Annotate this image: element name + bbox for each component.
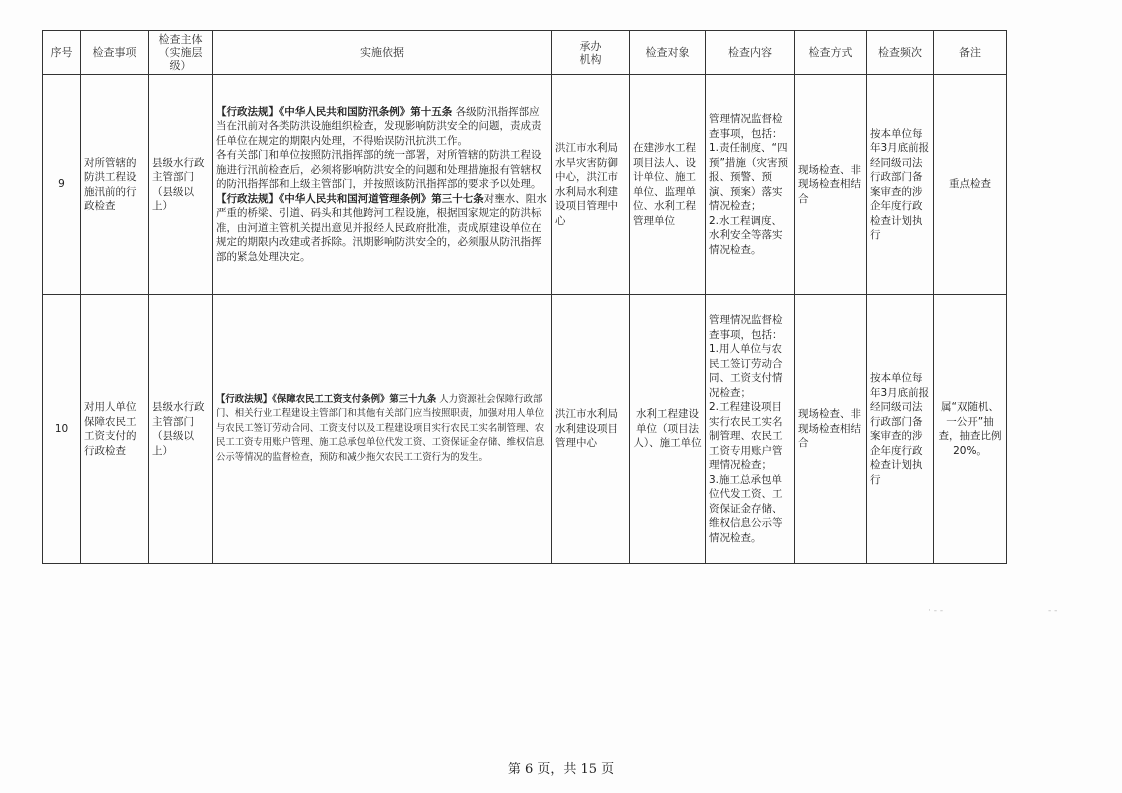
basis-law-title: 【行政法规】《中华人民共和国河道管理条例》第三十七条 xyxy=(216,192,484,205)
row-org: 洪江市水利局水利建设项目管理中心 xyxy=(552,295,630,564)
scan-smudge: · - - xyxy=(928,606,944,616)
basis-paragraph: 各有关部门和单位按照防汛指挥部的统一部署，对所管辖的防洪工程设施进行汛前检查后，必须将影响防洪安全的问题和处理措施报有管辖权的防汛指挥部和上级主管部门，并按照该防汛指挥部的要求予以处理。 xyxy=(216,149,542,191)
row-target: 水利工程建设单位（项目法人）、施工单位 xyxy=(630,295,706,564)
row-note: 属“双随机、一公开”抽查，抽查比例20%。 xyxy=(934,295,1007,564)
row-subject: 县级水行政主管部门（县级以上） xyxy=(149,75,213,295)
row-basis xyxy=(213,295,552,564)
basis-text: 各级防汛指挥部应当在汛前对各类防洪设施组织检查，发现影响防洪安全的问题，责成责任单位在规定的期限内处理，不得贻误防汛抗洪工作。 xyxy=(216,105,542,147)
header-seq: 序号 xyxy=(43,31,81,75)
header-org: 承办 机构 xyxy=(552,31,630,75)
header-note: 备注 xyxy=(934,31,1007,75)
header-basis: 实施依据 xyxy=(213,31,552,75)
scan-smudge: - - xyxy=(1048,606,1058,616)
page-footer: 第 6 页，共 15 页 xyxy=(507,762,615,777)
header-row xyxy=(43,31,1007,75)
row-content: 管理情况监督检查事项，包括： 1.用人单位与农民工签订劳动合同、工资支付情况检查； 2.工程建设项目实行农民工实名制管理、农民工工资专用账户管理情况检查； 3.施工总承包单位代发工资、工资保证金存储、维权信息公示等情况检查。 xyxy=(706,295,795,564)
row-subject: 县级水行政主管部门（县级以上） xyxy=(149,295,213,564)
inspection-table xyxy=(42,30,1007,564)
row-freq: 按本单位每年3月底前报经同级司法行政部门备案审查的涉企年度行政检查计划执行 xyxy=(867,295,934,564)
table-row xyxy=(43,75,1007,295)
row-item: 对用人单位保障农民工工资支付的行政检查 xyxy=(81,295,149,564)
row-org: 洪江市水利局水旱灾害防御中心，洪江市水利局水利建设项目管理中心 xyxy=(552,75,630,295)
basis-law-title: 【行政法规】《保障农民工工资支付条例》第三十九条 xyxy=(216,393,437,405)
basis-paragraph xyxy=(216,393,548,466)
row-freq: 按本单位每年3月底前报经同级司法行政部门备案审查的涉企年度行政检查计划执行 xyxy=(867,75,934,295)
basis-text: 对壅水、阻水严重的桥梁、引道、码头和其他跨河工程设施，根据国家规定的防洪标准，由河道主管机关提出意见并报经人民政府批准，责成原建设单位在规定的期限内改建或者拆除。汛期影响防洪安全的，必须服从防汛指挥部的紧急处理决定。 xyxy=(216,192,547,263)
header-item: 检查事项 xyxy=(81,31,149,75)
basis-paragraph xyxy=(216,192,548,265)
header-target: 检查对象 xyxy=(630,31,706,75)
header-content: 检查内容 xyxy=(706,31,795,75)
row-note: 重点检查 xyxy=(934,75,1007,295)
row-method: 现场检查、非现场检查相结合 xyxy=(795,75,867,295)
row-item: 对所管辖的防洪工程设施汛前的行政检查 xyxy=(81,75,149,295)
table-row xyxy=(43,295,1007,564)
header-subject: 检查主体 （实施层级） xyxy=(149,31,213,75)
row-seq: 9 xyxy=(43,75,81,295)
basis-text: 人力资源社会保障行政部门、相关行业工程建设主管部门和其他有关部门应当按照职责，加强对用人单位与农民工签订劳动合同、工资支付以及工程建设项目实行农民工实名制管理、农民工工资专用账户管理、施工总承包单位代发工资、工资保证金存储、维权信息公示等情况的监督检查，预防和减少拖欠农民工工资行为的发生。 xyxy=(216,393,545,463)
row-basis xyxy=(213,75,552,295)
header-freq: 检查频次 xyxy=(867,31,934,75)
basis-law-title: 【行政法规】《中华人民共和国防汛条例》第十五条 xyxy=(216,105,453,118)
basis-paragraph xyxy=(216,105,548,149)
row-method: 现场检查、非现场检查相结合 xyxy=(795,295,867,564)
row-seq: 10 xyxy=(43,295,81,564)
header-method: 检查方式 xyxy=(795,31,867,75)
row-content: 管理情况监督检查事项，包括： 1.责任制度、“四预”措施（灾害预报、预警、预演、预案）落实情况检查； 2.水工程调度、水利安全等落实情况检查。 xyxy=(706,75,795,295)
row-target: 在建涉水工程项目法人、设计单位、施工单位、监理单位、水利工程管理单位 xyxy=(630,75,706,295)
